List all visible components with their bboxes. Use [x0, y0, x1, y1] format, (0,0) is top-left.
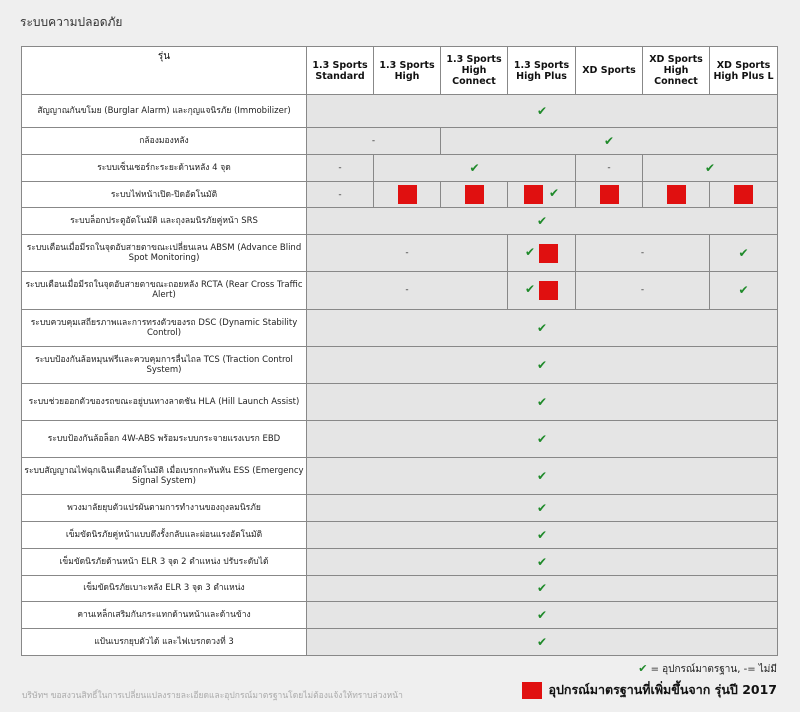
check-icon: ✔ — [536, 469, 548, 484]
feature-label: เข็มขัดนิรภัยด้านหน้า ELR 3 จุด 2 ตำแหน่ง ปรับระดับได้ — [22, 548, 307, 575]
check-icon: ✔ — [524, 281, 536, 296]
check-icon: ✔ — [469, 160, 480, 175]
feature-label: เข็มขัดนิรภัยเบาะหลัง ELR 3 จุด 3 ตำแหน่ง — [22, 575, 307, 602]
red-square-icon — [398, 185, 417, 204]
table-row — [22, 235, 778, 272]
table-row — [22, 420, 778, 457]
check-icon: ✔ — [738, 283, 749, 298]
check-icon: ✔ — [536, 527, 548, 542]
model-header: 1.3 Sports Standard — [307, 47, 374, 95]
check-icon: ✔ — [536, 394, 548, 409]
table-row — [22, 272, 778, 309]
feature-label: ระบบป้องกันล้อล็อก 4W-ABS พร้อมระบบกระจายแรงเบรก EBD — [22, 420, 307, 457]
value-cell — [643, 181, 710, 208]
value-cell — [307, 458, 778, 495]
check-icon: ✔ — [548, 186, 560, 201]
value-cell — [307, 95, 778, 128]
model-header: XD Sports High Plus L — [710, 47, 778, 95]
table-row — [22, 575, 778, 602]
header-row — [22, 47, 778, 95]
table-row — [22, 208, 778, 235]
table-row — [22, 181, 778, 208]
feature-label: แป้นเบรกยุบตัวได้ และไฟเบรกดวงที่ 3 — [22, 629, 307, 656]
check-icon: ✔ — [536, 357, 548, 372]
table-row — [22, 128, 778, 155]
table-row — [22, 383, 778, 420]
feature-label: คานเหล็กเสริมกันกระแทกด้านหน้าและด้านข้าง — [22, 602, 307, 629]
value-cell — [374, 154, 576, 181]
value-cell: - — [307, 272, 508, 309]
value-cell — [307, 602, 778, 629]
check-icon: ✔ — [536, 554, 548, 569]
value-cell — [307, 629, 778, 656]
table-row — [22, 521, 778, 548]
model-header: 1.3 Sports High Connect — [441, 47, 508, 95]
value-cell — [508, 272, 576, 309]
feature-label: ระบบช่วยออกตัวของรถขณะอยู่บนทางลาดชัน HLA (Hill Launch Assist) — [22, 383, 307, 420]
value-cell: - — [307, 128, 441, 155]
check-icon: ✔ — [603, 133, 615, 148]
value-cell — [307, 383, 778, 420]
check-icon: ✔ — [536, 581, 548, 596]
check-icon: ✔ — [536, 214, 548, 229]
value-cell: - — [576, 272, 710, 309]
check-icon: ✔ — [536, 320, 548, 335]
value-cell: - — [576, 235, 710, 272]
value-cell — [307, 548, 778, 575]
legend-standard — [638, 662, 777, 677]
table-row — [22, 458, 778, 495]
feature-label: ระบบเซ็นเซอร์กะระยะด้านหลัง 4 จุด — [22, 154, 307, 181]
value-cell — [710, 272, 778, 309]
check-icon: ✔ — [536, 104, 548, 118]
value-cell — [576, 181, 643, 208]
value-cell: - — [307, 235, 508, 272]
red-square-icon — [734, 185, 753, 204]
safety-spec-table — [21, 46, 778, 656]
value-cell — [441, 128, 778, 155]
feature-label: ระบบสัญญาณไฟฉุกเฉินเตือนอัตโนมัติ เมื่อเบรกกะทันหัน ESS (Emergency Signal System) — [22, 458, 307, 495]
legend-new-feature — [522, 680, 777, 700]
check-icon: ✔ — [536, 501, 548, 516]
disclaimer: บริษัทฯ ขอสงวนสิทธิ์ในการเปลี่ยนแปลงรายละเอียดและอุปกรณ์มาตรฐานโดยไม่ต้องแจ้งให้ทราบล่วงหน้า — [22, 691, 403, 701]
value-cell — [307, 309, 778, 346]
table-row — [22, 548, 778, 575]
feature-label: พวงมาลัยยุบตัวแปรผันตามการทำงานของถุงลมนิรภัย — [22, 495, 307, 522]
table-row — [22, 346, 778, 383]
value-cell — [307, 208, 778, 235]
table-row — [22, 495, 778, 522]
value-cell: - — [307, 154, 374, 181]
red-square-icon — [539, 244, 558, 263]
model-header: 1.3 Sports High Plus — [508, 47, 576, 95]
model-header: XD Sports High Connect — [643, 47, 710, 95]
red-square-icon — [522, 682, 542, 699]
red-square-icon — [524, 185, 543, 204]
value-cell — [374, 181, 441, 208]
table-row — [22, 95, 778, 128]
value-cell — [710, 181, 778, 208]
value-cell — [307, 346, 778, 383]
value-cell — [307, 495, 778, 522]
value-cell — [441, 181, 508, 208]
check-icon: ✔ — [536, 608, 548, 623]
feature-column-header: รุ่น — [22, 47, 307, 95]
value-cell — [307, 420, 778, 457]
check-icon: ✔ — [638, 662, 648, 675]
legend-standard-text: = อุปกรณ์มาตรฐาน, -= ไม่มี — [650, 664, 777, 675]
model-header: 1.3 Sports High — [374, 47, 441, 95]
check-icon: ✔ — [536, 431, 548, 446]
feature-label: กล้องมองหลัง — [22, 128, 307, 155]
feature-label: สัญญาณกันขโมย (Burglar Alarm) และกุญแจนิรภัย (Immobilizer) — [22, 95, 307, 128]
feature-label: ระบบป้องกันล้อหมุนฟรีและควบคุมการลื่นไถล TCS (Traction Control System) — [22, 346, 307, 383]
table-row — [22, 154, 778, 181]
value-cell — [710, 235, 778, 272]
feature-label: ระบบล็อกประตูอัตโนมัติ และถุงลมนิรภัยคู่หน้า SRS — [22, 208, 307, 235]
check-icon: ✔ — [524, 244, 536, 259]
red-square-icon — [667, 185, 686, 204]
red-square-icon — [539, 281, 558, 300]
value-cell — [307, 575, 778, 602]
feature-label: ระบบเตือนเมื่อมีรถในจุดอับสายตาขณะเปลี่ยนเลน ABSM (Advance Blind Spot Monitoring) — [22, 235, 307, 272]
red-square-icon — [465, 185, 484, 204]
check-icon: ✔ — [738, 246, 749, 261]
check-icon: ✔ — [704, 160, 716, 175]
feature-label: ระบบเตือนเมื่อมีรถในจุดอับสายตาขณะถอยหลัง RCTA (Rear Cross Traffic Alert) — [22, 272, 307, 309]
value-cell: - — [307, 181, 374, 208]
feature-label: ระบบไฟหน้าเปิด-ปิดอัตโนมัติ — [22, 181, 307, 208]
model-header: XD Sports — [576, 47, 643, 95]
page-title: ระบบความปลอดภัย — [20, 15, 123, 29]
table-row — [22, 629, 778, 656]
value-cell: - — [576, 154, 643, 181]
value-cell — [508, 181, 576, 208]
value-cell — [307, 521, 778, 548]
table-row — [22, 602, 778, 629]
value-cell — [643, 154, 778, 181]
check-icon: ✔ — [536, 635, 548, 650]
feature-label: เข็มขัดนิรภัยคู่หน้าแบบดึงรั้งกลับและผ่อนแรงอัตโนมัติ — [22, 521, 307, 548]
value-cell — [508, 235, 576, 272]
table-row — [22, 309, 778, 346]
legend-new-feature-text: อุปกรณ์มาตรฐานที่เพิ่มขึ้นจาก รุ่นปี 2017 — [548, 682, 777, 697]
feature-label: ระบบควบคุมเสถียรภาพและการทรงตัวของรถ DSC (Dynamic Stability Control) — [22, 309, 307, 346]
red-square-icon — [600, 185, 619, 204]
